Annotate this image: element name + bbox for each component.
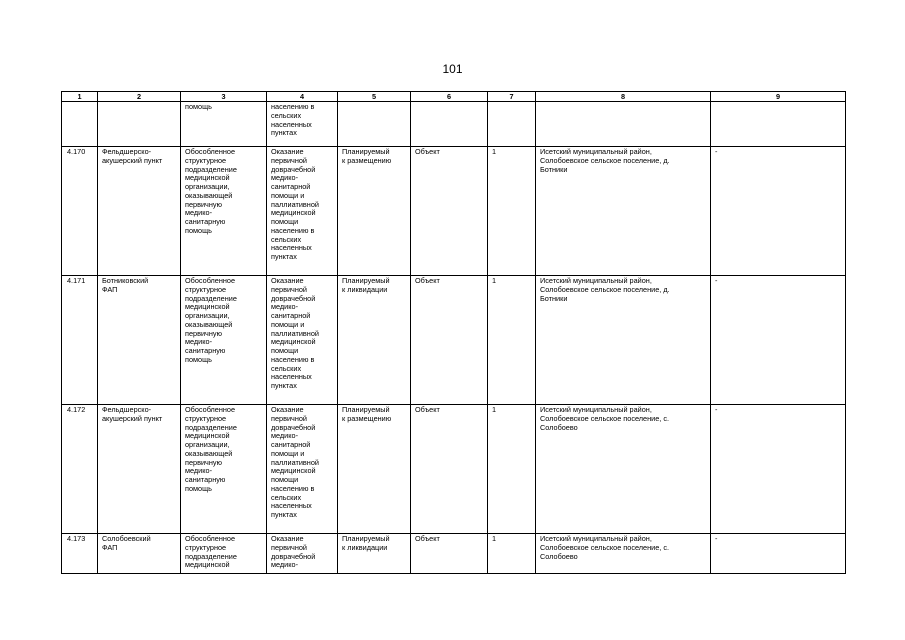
table-row [62,102,846,147]
cell-count: 1 [488,147,536,276]
column-header: 7 [488,92,536,102]
cell-name: Ботниковский ФАП [98,276,181,405]
cell-status: Планируемый к размещению [338,405,411,534]
cell-service: Оказание первичной доврачебной медико- санитарной помощи и паллиативной медицинской помощи населению в сельских населенных пунктах [267,276,338,405]
cell-name [98,102,181,147]
cell-count [488,102,536,147]
table-row [62,534,846,574]
cell-service: Оказание первичной доврачебной медико- санитарной помощи и паллиативной медицинской помощи населению в сельских населенных пунктах [267,405,338,534]
column-header: 4 [267,92,338,102]
cell-location: Исетский муниципальный район, Солобоевское сельское поселение, д. Ботники [536,276,711,405]
cell-count: 1 [488,276,536,405]
cell-note: - [711,405,846,534]
cell-code [62,102,98,147]
cell-location: Исетский муниципальный район, Солобоевское сельское поселение, д. Ботники [536,147,711,276]
cell-name: Фельдшерско- акушерский пункт [98,147,181,276]
cell-service: Оказание первичной доврачебной медико- [267,534,338,574]
table-row [62,276,846,405]
cell-name: Солобоевский ФАП [98,534,181,574]
cell-purpose: помощь [181,102,267,147]
cell-note: - [711,534,846,574]
table-row [62,405,846,534]
cell-location: Исетский муниципальный район, Солобоевское сельское поселение, с. Солобоево [536,534,711,574]
cell-count: 1 [488,534,536,574]
cell-note: - [711,147,846,276]
column-header: 1 [62,92,98,102]
cell-note: - [711,276,846,405]
table-row [62,147,846,276]
cell-code: 4.172 [62,405,98,534]
column-header: 5 [338,92,411,102]
column-header: 3 [181,92,267,102]
cell-purpose: Обособленное структурное подразделение медицинской организации, оказывающей первичную медико- санитарную помощь [181,405,267,534]
cell-type: Объект [411,405,488,534]
cell-service: Оказание первичной доврачебной медико- санитарной помощи и паллиативной медицинской помощи населению в сельских населенных пунктах [267,147,338,276]
cell-type: Объект [411,147,488,276]
cell-location [536,102,711,147]
cell-type [411,102,488,147]
cell-purpose: Обособленное структурное подразделение медицинской [181,534,267,574]
cell-type: Объект [411,534,488,574]
column-header: 6 [411,92,488,102]
cell-status: Планируемый к ликвидации [338,534,411,574]
cell-count: 1 [488,405,536,534]
cell-name: Фельдшерско- акушерский пункт [98,405,181,534]
header-row [62,92,846,102]
cell-type: Объект [411,276,488,405]
cell-code: 4.173 [62,534,98,574]
cell-purpose: Обособленное структурное подразделение медицинской организации, оказывающей первичную медико- санитарную помощь [181,276,267,405]
column-header: 8 [536,92,711,102]
page-number: 101 [442,62,463,76]
cell-status [338,102,411,147]
column-header: 9 [711,92,846,102]
column-header: 2 [98,92,181,102]
cell-purpose: Обособленное структурное подразделение медицинской организации, оказывающей первичную медико- санитарную помощь [181,147,267,276]
cell-note [711,102,846,147]
cell-service: населению в сельских населенных пунктах [267,102,338,147]
cell-code: 4.171 [62,276,98,405]
cell-location: Исетский муниципальный район, Солобоевское сельское поселение, с. Солобоево [536,405,711,534]
cell-code: 4.170 [62,147,98,276]
cell-status: Планируемый к ликвидации [338,276,411,405]
cell-status: Планируемый к размещению [338,147,411,276]
objects-table [61,91,846,574]
